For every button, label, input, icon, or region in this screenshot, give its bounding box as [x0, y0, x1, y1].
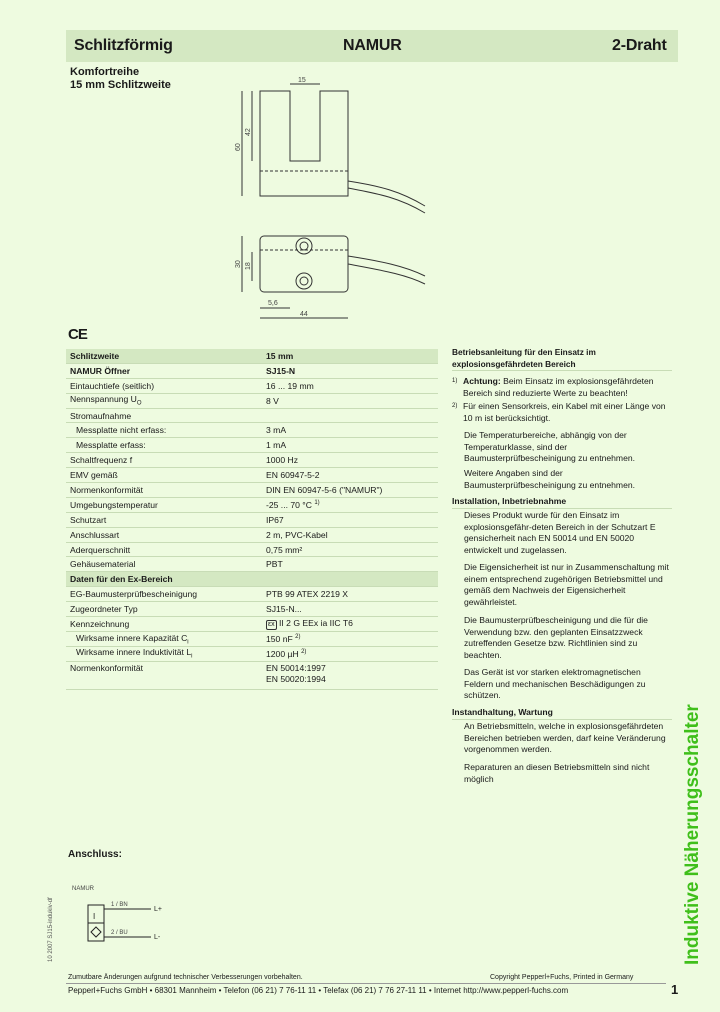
ce-mark: CE	[68, 326, 87, 343]
footer-address: Pepperl+Fuchs GmbH • 68301 Mannheim • Telefon (06 21) 7 76-11 11 • Telefax (06 21) 7 76 27-11 11 • Internet http://www.pepperl-fuchs.com	[68, 986, 569, 995]
dim-top-label: 15	[298, 77, 306, 84]
table-row: EMV gemäß EN 60947-5-2	[66, 468, 438, 483]
footer-disclaimer: Zumutbare Änderungen aufgrund technischer Verbesserungen vorbehalten.	[68, 974, 303, 981]
header-left: Schlitzförmig	[74, 37, 173, 54]
subtitle-line1: Komfortreihe	[70, 66, 140, 78]
l-minus-label: L-	[154, 934, 161, 941]
table-row: Eintauchtiefe (seitlich) 16 ... 19 mm	[66, 378, 438, 393]
para-intrinsic-safety: Die Eigensicherheit ist nur in Zusammenschaltung mit einem entsprechend zugehörigen Betriebsmittel und gemäß dem Nachweis der Eigensicherheit gewährleistet.	[464, 562, 669, 607]
table-row: Kennzeichnung εx II 2 G EEx ia IIC T6	[66, 617, 438, 632]
table-row: EG-Baumusterprüfbescheinigung PTB 99 ATEX 2219 X	[66, 587, 438, 602]
table-row: Zugeordneter Typ SJ15-N...	[66, 602, 438, 617]
dim-30-label: 30	[235, 260, 242, 268]
table-row: Schutzart IP67	[66, 512, 438, 527]
table-row: Normenkonformität EN 50014:1997 EN 50020:1994	[66, 661, 438, 689]
para-no-modification: An Betriebsmitteln, welche in explosionsgefährdeten Bereichen betrieben werden, darf keine Veränderung vorgenommen werden.	[464, 721, 666, 755]
table-row: Umgebungstemperatur -25 ... 70 °C $^{1)}$	[66, 497, 438, 512]
vertical-code: 10 2007 SJ15-indukiv-df	[48, 897, 54, 962]
dim-44-label: 44	[300, 311, 308, 318]
right-heading-1: Betriebsanleitung für den Einsatz im explosionsgefährdeten Bereich	[452, 347, 672, 371]
connection-title: Anschluss:	[68, 849, 122, 860]
para-no-repair: Reparaturen an diesen Betriebsmitteln sind nicht möglich	[464, 762, 650, 784]
table-row: Normenkonformität DIN EN 60947-5-6 ("NAMUR")	[66, 483, 438, 498]
right-heading-3: Instandhaltung, Wartung	[452, 707, 672, 720]
ex-hexagon-icon: εx	[268, 620, 275, 628]
para-protection: Das Gerät ist vor starken elektromagnetischen Feldern und mechanischen Beschädigungen zu schützen.	[464, 667, 646, 701]
table-row: Messplatte erfass: 1 mA	[66, 438, 438, 453]
page-number: 1	[671, 982, 679, 997]
table-row: Aderquerschnitt 0,75 mm²	[66, 542, 438, 557]
wire2-label: 2 / BU	[111, 930, 128, 936]
wire1-label: 1 / BN	[111, 902, 128, 908]
dim-42-label: 42	[245, 128, 252, 136]
para-certificate: Die Baumusterprüfbescheinigung und die für die Verwendung bzw. den geplanten Einsatzzweck zutreffenden Gesetze bzw. Richtlinien sind zu beachten.	[464, 615, 648, 660]
spec-table	[66, 349, 438, 690]
footnote-1: 1) Achtung: Beim Einsatz im explosionsgefährdeten Bereich sind reduzierte Werte zu beachten!	[452, 376, 654, 398]
side-title: Induktive Näherungsschalter	[682, 704, 703, 965]
dim-60-label: 60	[235, 143, 242, 151]
namur-label: NAMUR	[72, 886, 94, 892]
header-center: NAMUR	[343, 37, 402, 54]
dim-56-label: 5,6	[268, 300, 278, 307]
table-row: Wirksame innere Kapazität $C_i$ 150 nF $^{2)}$	[66, 631, 438, 646]
symbol-i: I	[93, 912, 96, 921]
footnote-2: 2) Für einen Sensorkreis, ein Kabel mit einer Länge von 10 m ist berücksichtigt.	[452, 401, 666, 423]
para-more-info: Weitere Angaben sind der Baumusterprüfbescheinigung zu entnehmen.	[464, 468, 636, 490]
footer-copyright: Copyright Pepperl+Fuchs, Printed in Germany	[490, 974, 634, 981]
para-temperature: Die Temperaturbereiche, abhängig von der Temperaturklasse, sind der Baumusterprüfbescheinigung zu entnehmen.	[464, 430, 636, 464]
table-row: Daten für den Ex-Bereich	[66, 572, 438, 587]
dimension-drawing	[230, 76, 440, 326]
table-row: Wirksame innere Induktivität $L_i$ 1200 µH $^{2)}$	[66, 646, 438, 661]
table-row: Messplatte nicht erfass: 3 mA	[66, 423, 438, 438]
table-row: Anschlussart 2 m, PVC-Kabel	[66, 527, 438, 542]
para-product: Dieses Produkt wurde für den Einsatz im explosionsgefähr-deten Bereich in der Schutzart E gensicherheit nach EN 50014 und EN 50020 entwickelt und zugelassen.	[464, 510, 656, 555]
subtitle-line2: 15 mm Schlitzweite	[70, 79, 171, 91]
table-row: Stromaufnahme	[66, 408, 438, 423]
table-row: Schlitzweite 15 mm	[66, 349, 438, 363]
right-heading-2: Installation, Inbetriebnahme	[452, 496, 672, 509]
table-row: NAMUR Öffner SJ15-N	[66, 363, 438, 378]
table-row: Nennspannung $U_O$ 8 V	[66, 393, 438, 408]
dim-18-label: 18	[245, 262, 252, 270]
table-row: Gehäusematerial PBT	[66, 557, 438, 572]
connection-diagram	[66, 875, 196, 955]
l-plus-label: L+	[154, 906, 162, 913]
header-right: 2-Draht	[612, 37, 667, 54]
table-row: Schaltfrequenz f 1000 Hz	[66, 453, 438, 468]
footer-rule	[66, 983, 666, 984]
